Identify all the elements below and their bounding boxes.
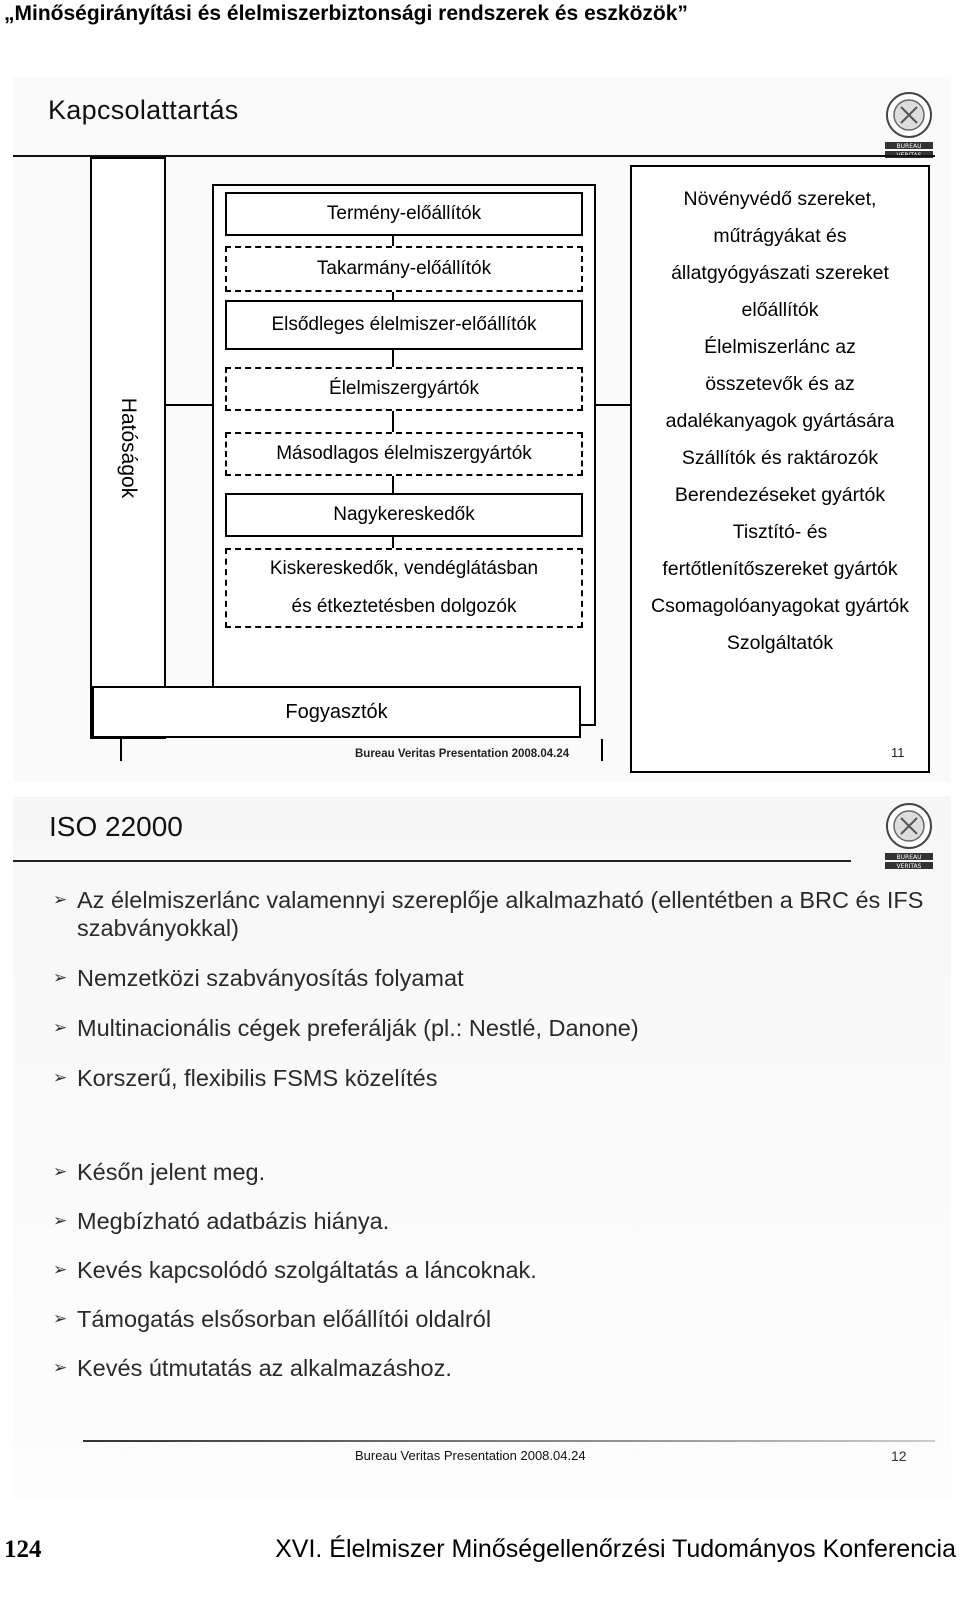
chevron-right-icon: ➢ [53,1068,68,1087]
list-item-text: Megbízható adatbázis hiánya. [77,1208,390,1234]
list-item-text: Nemzetközi szabványosítás folyamat [77,965,464,991]
list-item-text: Kevés kapcsolódó szolgáltatás a láncoknak. [77,1257,537,1283]
list-item [53,1014,951,1042]
list-item [53,1158,537,1186]
supplier-line: Szállítók és raktározók [681,447,879,469]
supplier-line: Berendezéseket gyártók [674,484,886,506]
supplier-line: összetevők és az [705,373,855,395]
supplier-line: állatgyógyászati szereket [671,262,889,284]
page-number: 124 [4,1536,42,1563]
chevron-right-icon: ➢ [53,1358,68,1377]
fogyasztok-box: Fogyasztók [92,686,581,738]
chain-step: Nagykereskedők [225,493,583,537]
chevron-right-icon: ➢ [53,1309,68,1328]
document-header: „Minőségirányítási és élelmiszerbiztonsági rendszerek és eszközök” [4,2,688,25]
supplier-line: Élelmiszerlánc az [704,336,856,358]
list-item [53,1354,537,1382]
chain-step: Elsődleges élelmiszer-előállítók [225,300,583,350]
connector-line [601,739,603,761]
food-chain-frame [212,184,596,726]
chain-step [225,548,583,628]
supplier-list-box [630,165,930,773]
connector-line [596,404,630,406]
logo-line1: BUREAU [896,143,922,150]
chevron-right-icon: ➢ [53,1162,68,1181]
bullet-list [53,1158,537,1403]
list-item [53,1207,537,1235]
supplier-line: Szolgáltatók [726,632,834,654]
chevron-right-icon: ➢ [53,1211,68,1230]
slide-footer: Bureau Veritas Presentation 2008.04.24 [355,1448,586,1463]
chain-step-line: Kiskereskedők, vendéglátásban [269,558,539,579]
slide-kapcsolattartas [13,77,951,782]
chain-step: Másodlagos élelmiszergyártók [225,432,583,476]
supplier-line: Tisztító- és [732,521,828,543]
logo-line2: VERITAS [896,863,922,870]
slide-footer: Bureau Veritas Presentation 2008.04.24 [355,748,570,760]
slide-page-number: 11 [891,745,905,760]
hatosagok-label: Hatóságok [117,397,140,499]
list-item-text: Kevés útmutatás az alkalmazáshoz. [77,1355,452,1381]
supplier-line: adalékanyagok gyártására [665,410,895,432]
supplier-line: műtrágyákat és [713,225,847,247]
chain-step: Takarmány-előállítók [225,246,583,292]
chevron-right-icon: ➢ [53,968,68,987]
list-item-text: Multinacionális cégek preferálják (pl.: Nestlé, Danone) [77,1015,639,1041]
supplier-line: fertőtlenítőszereket gyártók [662,558,898,580]
supplier-line: Növényvédő szereket, [683,188,877,210]
slide-title: Kapcsolattartás [48,95,239,125]
connector-line [120,739,122,761]
chevron-right-icon: ➢ [53,1260,68,1279]
list-item [53,964,951,992]
chevron-right-icon: ➢ [53,890,68,909]
supplier-line: Csomagolóanyagokat gyártók [651,595,909,617]
title-rule [13,860,851,862]
hatosagok-box [90,157,166,739]
slide-title: ISO 22000 [49,811,183,842]
list-item-text: Későn jelent meg. [77,1159,266,1185]
logo-line1: BUREAU [896,854,922,861]
list-item [53,1064,951,1092]
supplier-line: előállítók [741,299,819,321]
supplier-list [632,181,928,662]
list-item-text: Támogatás elsősorban előállítói oldalról [77,1306,492,1332]
list-item-text: Az élelmiszerlánc valamennyi szereplője alkalmazható (ellentétben a BRC és IFS szabványokkal) [77,887,924,941]
chevron-right-icon: ➢ [53,1018,68,1037]
list-item [53,1256,537,1284]
list-item-text: Korszerű, flexibilis FSMS közelítés [77,1065,438,1091]
footer-rule [83,1440,935,1442]
list-item [53,886,951,942]
slide-iso-22000 [13,796,951,1500]
bureau-veritas-logo-icon [881,800,937,872]
conference-title: XVI. Élelmiszer Minőségellenőrzési Tudományos Konferencia [275,1535,956,1563]
chain-step-line: és étkeztetésben dolgozók [291,596,517,617]
bureau-veritas-logo-icon [881,89,937,161]
bullet-list [53,886,951,1114]
connector-line [166,404,212,406]
chain-step: Termény-előállítók [225,192,583,236]
chain-step: Élelmiszergyártók [225,367,583,411]
list-item [53,1305,537,1333]
slide-page-number: 12 [891,1448,907,1464]
